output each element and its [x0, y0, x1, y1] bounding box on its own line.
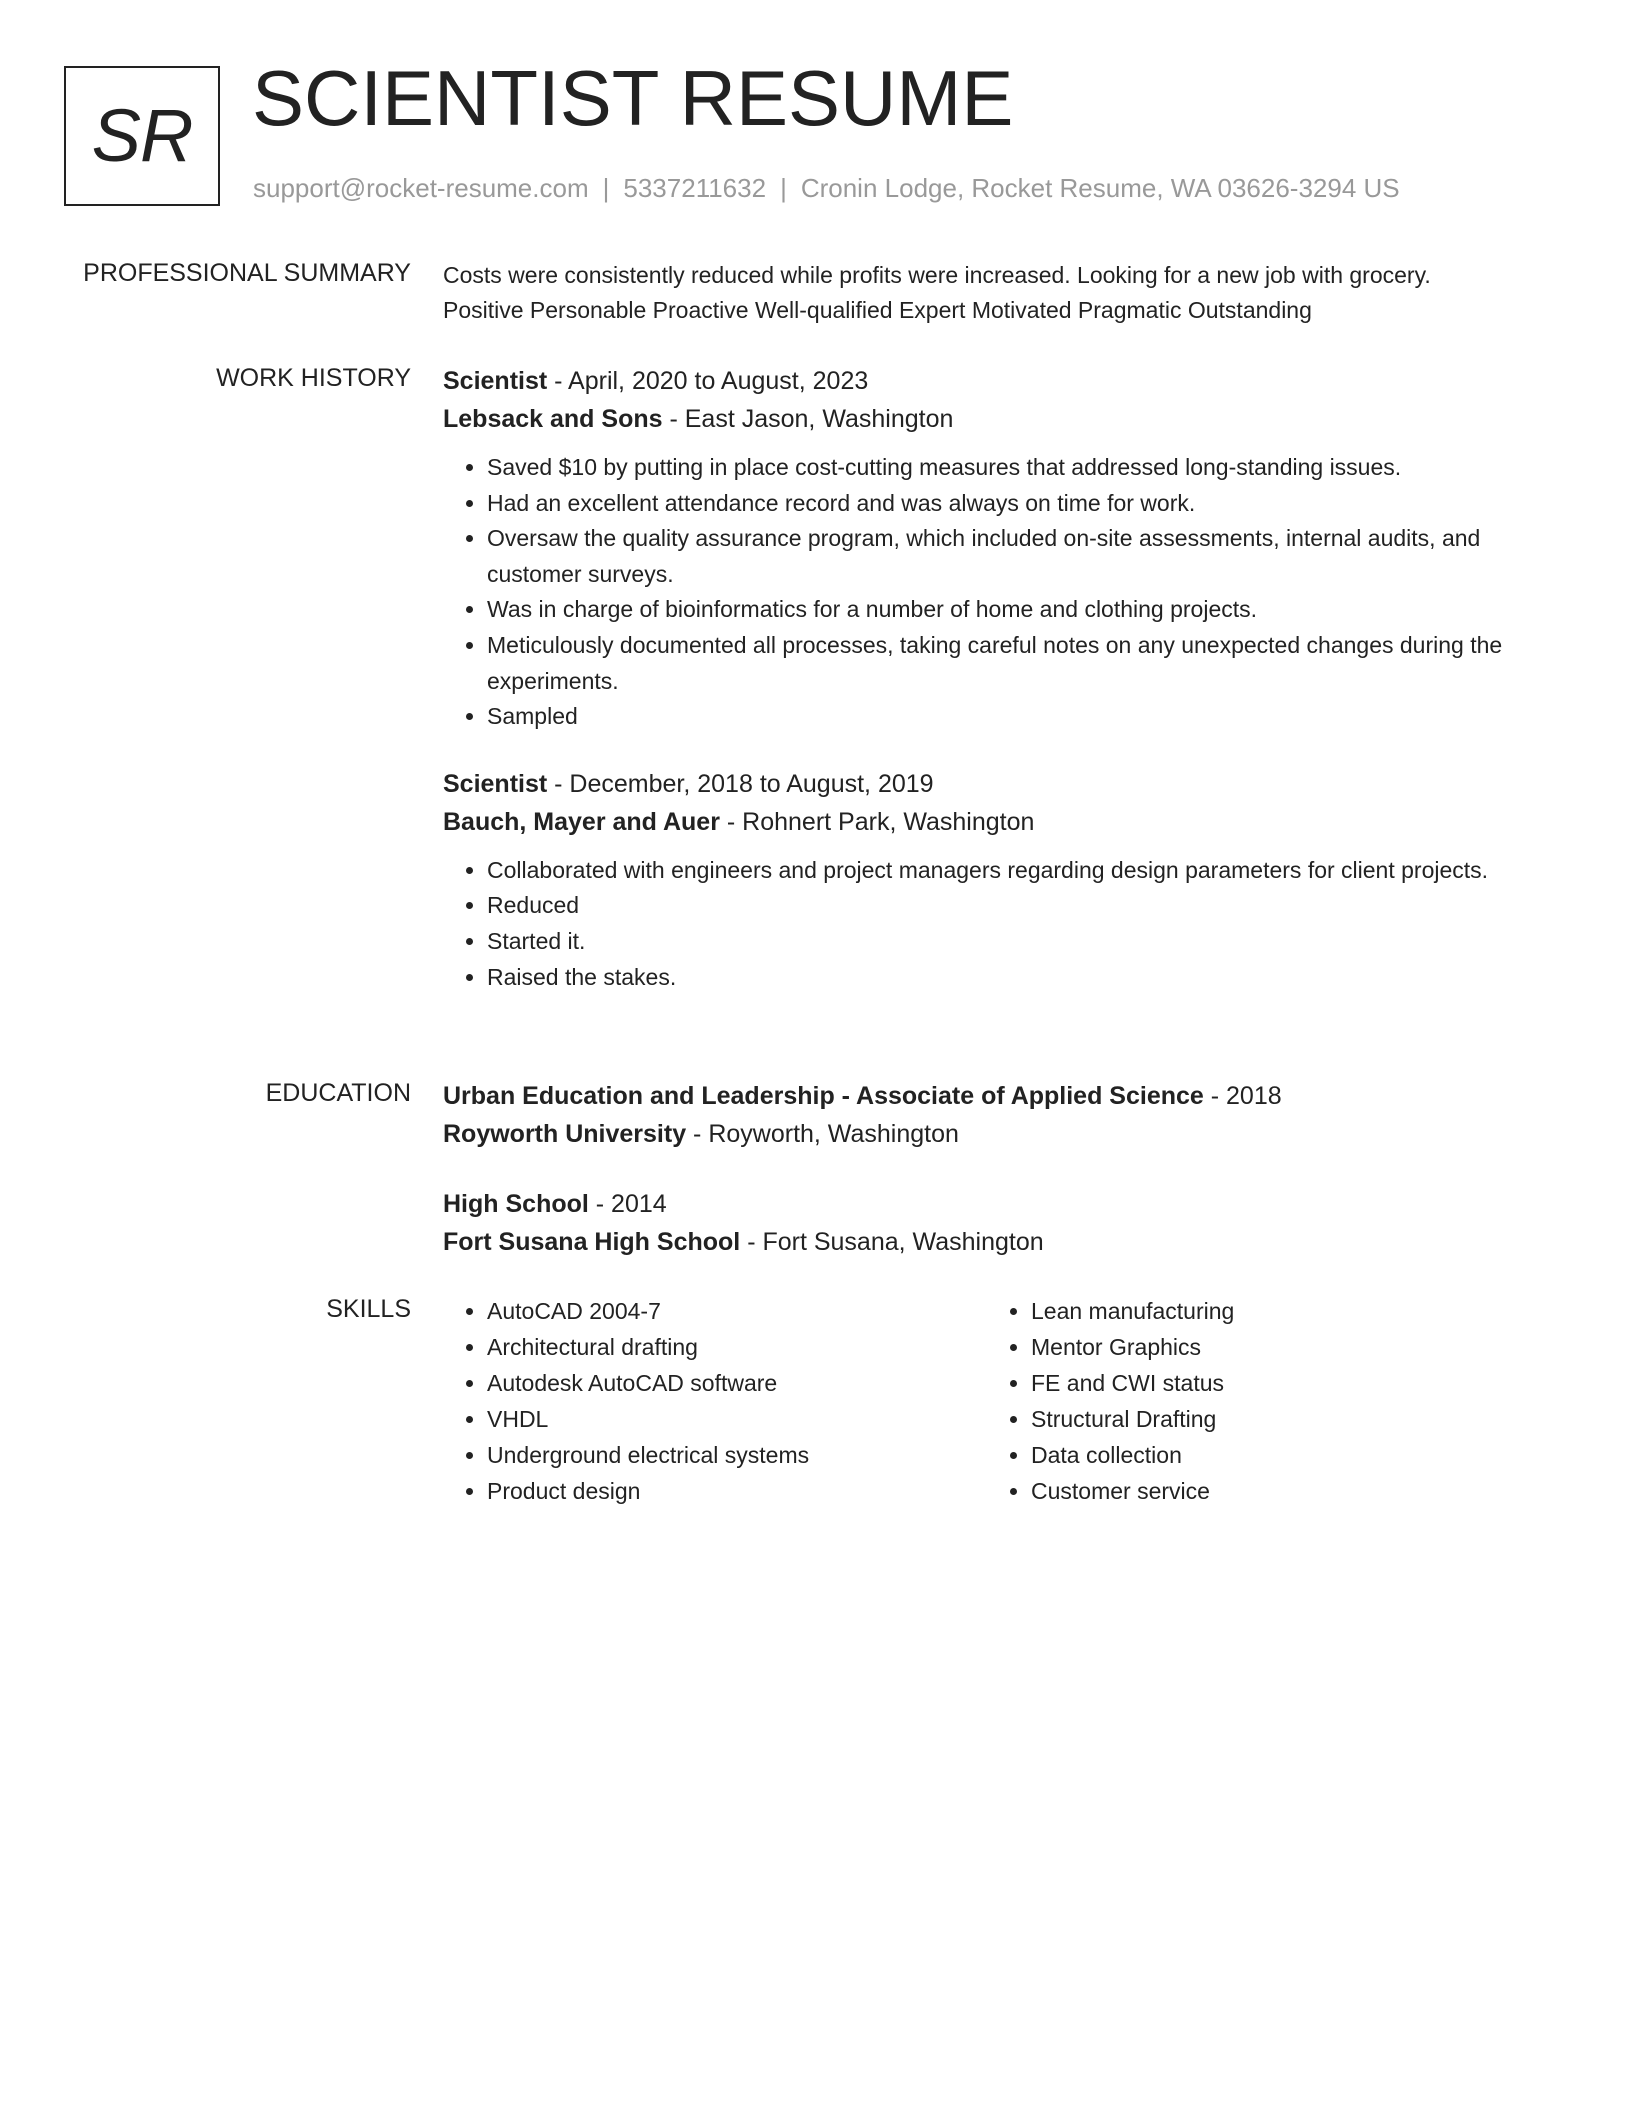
skill-item: • Autodesk AutoCAD software: [487, 1365, 987, 1401]
job-bullet: • Saved $10 by putting in place cost-cutting measures that addressed long-standing issues.: [487, 450, 1553, 486]
resume-title: SCIENTIST RESUME: [252, 54, 1014, 142]
education-degree-line: [443, 1077, 1553, 1115]
job-bullet: • Oversaw the quality assurance program, which included on-site assessments, internal audits, and customer surveys.: [487, 521, 1553, 592]
contact-address: Cronin Lodge, Rocket Resume, WA 03626-3294 US: [800, 173, 1400, 203]
skill-item: • Product design: [487, 1473, 987, 1509]
skills-list-right: [987, 1293, 1531, 1509]
contact-email[interactable]: support@rocket-resume.com: [253, 173, 589, 203]
job-company: Bauch, Mayer and Auer: [443, 807, 720, 836]
education-entry: [443, 1185, 1553, 1261]
education-location: - Royworth, Washington: [686, 1120, 959, 1148]
education-year: - 2018: [1203, 1082, 1282, 1110]
job-entry: [443, 765, 1553, 995]
skill-item: • FE and CWI status: [1031, 1365, 1531, 1401]
job-entry: [443, 362, 1553, 735]
job-location: - East Jason, Washington: [662, 405, 954, 433]
job-company-line: [443, 400, 1553, 438]
job-bullet: • Collaborated with engineers and project managers regarding design parameters for client projects.: [487, 853, 1553, 889]
job-title: Scientist: [443, 769, 548, 798]
work-history-body: [443, 362, 1553, 995]
education-body: [443, 1077, 1553, 1261]
job-title-line: [443, 765, 1553, 803]
skills-body: [443, 1293, 1553, 1509]
skill-item: • Architectural drafting: [487, 1329, 987, 1365]
job-title: Scientist: [443, 367, 548, 395]
job-bullet: • Reduced: [487, 888, 1553, 924]
summary-text-line: Positive Personable Proactive Well-qualified Expert Motivated Pragmatic Outstanding: [443, 297, 1312, 323]
contact-phone[interactable]: 5337211632: [623, 173, 767, 203]
education-degree: High School: [443, 1190, 589, 1218]
skill-item: • VHDL: [487, 1401, 987, 1437]
skill-item: • Lean manufacturing: [1031, 1293, 1531, 1329]
skill-item: • Data collection: [1031, 1437, 1531, 1473]
contact-separator: |: [780, 173, 787, 203]
job-dates: - April, 2020 to August, 2023: [547, 367, 869, 395]
skill-item: • Structural Drafting: [1031, 1401, 1531, 1437]
summary-body: [443, 258, 1553, 328]
education-school: Fort Susana High School: [443, 1228, 741, 1256]
job-location: - Rohnert Park, Washington: [719, 807, 1035, 836]
job-bullet-list: [443, 853, 1553, 995]
job-bullet: • Sampled: [487, 699, 1553, 735]
job-company-line: [443, 803, 1553, 841]
education-school-line: [443, 1223, 1553, 1261]
job-bullet: • Was in charge of bioinformatics for a number of home and clothing projects.: [487, 592, 1553, 628]
education-school: Royworth University: [443, 1120, 687, 1148]
education-location: - Fort Susana, Washington: [740, 1228, 1044, 1256]
education-entry: [443, 1077, 1553, 1153]
education-year: - 2014: [588, 1190, 667, 1218]
job-bullet: • Started it.: [487, 924, 1553, 960]
education-degree: Urban Education and Leadership - Associate of Applied Science: [443, 1082, 1204, 1110]
job-dates: - December, 2018 to August, 2019: [547, 769, 934, 798]
skill-item: • Customer service: [1031, 1473, 1531, 1509]
initials-text: SR: [91, 94, 193, 177]
skill-item: • Mentor Graphics: [1031, 1329, 1531, 1365]
contact-separator: |: [602, 173, 610, 203]
summary-text-line: Costs were consistently reduced while profits were increased. Looking for a new job with grocery.: [443, 262, 1431, 288]
job-bullet: • Had an excellent attendance record and was always on time for work.: [487, 486, 1553, 522]
initials-monogram: [64, 66, 220, 206]
job-bullet: • Meticulously documented all processes, taking careful notes on any unexpected changes during the experiments.: [487, 628, 1553, 699]
job-company: Lebsack and Sons: [443, 405, 663, 433]
skill-item: • AutoCAD 2004-7: [487, 1293, 987, 1329]
skills-list-left: [443, 1293, 987, 1509]
section-label-skills: SKILLS: [326, 1295, 411, 1323]
education-school-line: [443, 1115, 1553, 1153]
job-title-line: [443, 362, 1553, 400]
contact-line: [253, 172, 1400, 206]
section-label-work-history: WORK HISTORY: [216, 364, 411, 392]
skill-item: • Underground electrical systems: [487, 1437, 987, 1473]
section-label-education: EDUCATION: [265, 1079, 411, 1107]
education-degree-line: [443, 1185, 1553, 1223]
job-bullet: • Raised the stakes.: [487, 960, 1553, 996]
job-bullet-list: [443, 450, 1553, 735]
section-label-summary: PROFESSIONAL SUMMARY: [83, 259, 411, 287]
